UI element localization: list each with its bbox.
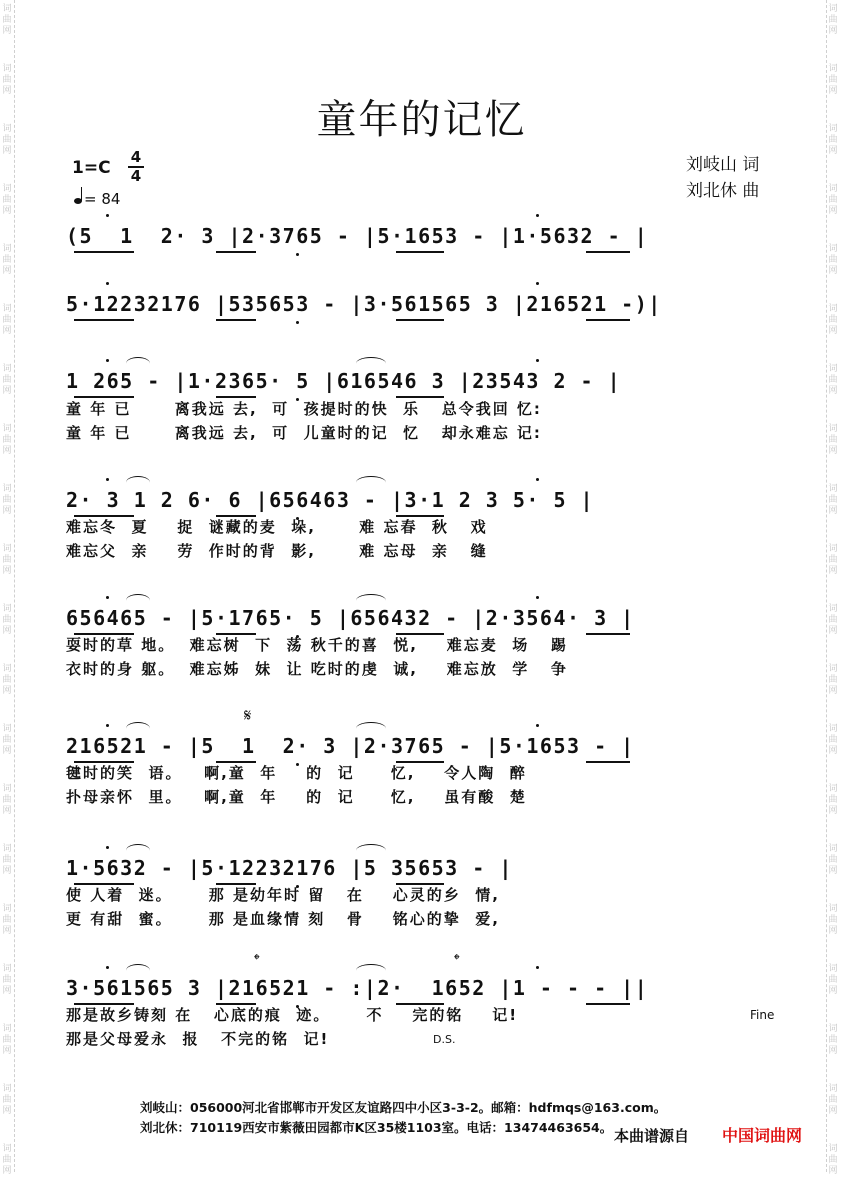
notation-line: (5 1 2· 3 |2·3765 - |5·1653 - |1·5632 - | bbox=[66, 224, 649, 248]
watermark-glyph: 网 bbox=[2, 686, 12, 696]
lyric-line: 更 有甜 蜜。 那 是血缘情 刻 骨 铭心的挚 爱, bbox=[66, 910, 500, 928]
beam-underline bbox=[74, 251, 134, 253]
tie-slur bbox=[126, 594, 150, 607]
watermark-glyph-stack bbox=[0, 784, 14, 817]
watermark-glyph-stack bbox=[826, 544, 840, 577]
watermark-glyph: 词 bbox=[828, 724, 838, 734]
octave-dot bbox=[106, 214, 109, 217]
watermark-glyph: 词 bbox=[828, 844, 838, 854]
watermark-glyph: 网 bbox=[2, 446, 12, 456]
watermark-glyph: 词 bbox=[828, 904, 838, 914]
music-row-6 bbox=[66, 730, 776, 764]
lyric-line: 那是故乡铸刻 在 心底的痕 迹。 不 完的铭 记! bbox=[66, 1006, 519, 1024]
tie-slur bbox=[356, 357, 386, 370]
watermark-glyph: 网 bbox=[828, 866, 838, 876]
watermark-glyph-stack bbox=[826, 1024, 840, 1057]
watermark-glyph: 词 bbox=[2, 964, 12, 974]
watermark-glyph: 网 bbox=[2, 566, 12, 576]
time-signature bbox=[128, 150, 144, 184]
music-row-2 bbox=[66, 288, 776, 322]
watermark-glyph: 词 bbox=[828, 664, 838, 674]
footer-lyricist-contact: 刘岐山：056000河北省邯郸市开发区友谊路四中小区3-3-2。邮箱：hdfmqs@163.com。 bbox=[140, 1100, 667, 1115]
watermark-glyph: 曲 bbox=[2, 495, 12, 505]
watermark-glyph: 曲 bbox=[2, 555, 12, 565]
watermark-glyph: 词 bbox=[828, 964, 838, 974]
watermark-glyph-stack bbox=[826, 964, 840, 997]
watermark-glyph: 网 bbox=[2, 746, 12, 756]
watermark-glyph: 词 bbox=[828, 124, 838, 134]
tie-slur bbox=[126, 722, 150, 735]
watermark-glyph: 网 bbox=[828, 506, 838, 516]
watermark-glyph: 曲 bbox=[828, 75, 838, 85]
watermark-glyph: 网 bbox=[2, 206, 12, 216]
watermark-glyph: 曲 bbox=[2, 975, 12, 985]
beam-underline bbox=[396, 319, 444, 321]
watermark-glyph: 网 bbox=[2, 866, 12, 876]
watermark-glyph: 曲 bbox=[828, 135, 838, 145]
octave-dot bbox=[536, 478, 539, 481]
octave-dot bbox=[296, 321, 299, 324]
watermark-glyph: 曲 bbox=[2, 855, 12, 865]
watermark-glyph: 词 bbox=[828, 244, 838, 254]
watermark-glyph: 词 bbox=[2, 604, 12, 614]
watermark-glyph: 词 bbox=[2, 724, 12, 734]
watermark-glyph: 词 bbox=[2, 304, 12, 314]
watermark-glyph: 网 bbox=[2, 26, 12, 36]
watermark-glyph: 网 bbox=[828, 806, 838, 816]
watermark-glyph-stack bbox=[0, 664, 14, 697]
watermark-glyph: 曲 bbox=[828, 555, 838, 565]
watermark-glyph: 网 bbox=[2, 926, 12, 936]
notation-line: 5·12232176 |535653 - |3·561565 3 |216521 -)| bbox=[66, 292, 662, 316]
music-row-8 bbox=[66, 972, 776, 1006]
watermark-glyph: 曲 bbox=[2, 15, 12, 25]
octave-dot bbox=[106, 846, 109, 849]
notation-line: 216521 - |5 1 2· 3 |2·3765 - |5·1653 - | bbox=[66, 734, 635, 758]
watermark-glyph: 词 bbox=[828, 4, 838, 14]
watermark-glyph-stack bbox=[0, 844, 14, 877]
watermark-glyph: 网 bbox=[828, 86, 838, 96]
watermark-glyph: 曲 bbox=[828, 1035, 838, 1045]
watermark-glyph: 曲 bbox=[828, 255, 838, 265]
coda-sign: 𝄌 bbox=[254, 950, 260, 969]
lyric-line: 扑母亲怀 里。 啊,童 年 的 记 忆, 虽有酸 楚 bbox=[66, 788, 527, 806]
watermark-glyph-stack bbox=[826, 304, 840, 337]
watermark-glyph-stack bbox=[0, 604, 14, 637]
watermark-glyph: 词 bbox=[2, 544, 12, 554]
watermark-glyph: 曲 bbox=[828, 975, 838, 985]
watermark-glyph: 网 bbox=[828, 566, 838, 576]
lyric-line: 难忘冬 夏 捉 谜藏的麦 垛, 难 忘春 秋 戏 bbox=[66, 518, 488, 536]
tie-slur bbox=[356, 476, 386, 489]
site-name: 中国词曲网 bbox=[722, 1126, 803, 1145]
music-row-7 bbox=[66, 852, 776, 886]
source-label: 本曲谱源自 bbox=[614, 1125, 695, 1146]
watermark-glyph: 曲 bbox=[828, 495, 838, 505]
watermark-glyph: 词 bbox=[828, 544, 838, 554]
watermark-glyph-stack bbox=[826, 1084, 840, 1117]
watermark-glyph: 曲 bbox=[828, 1095, 838, 1105]
watermark-glyph-stack bbox=[0, 4, 14, 37]
watermark-glyph: 网 bbox=[2, 266, 12, 276]
watermark-glyph: 网 bbox=[828, 386, 838, 396]
lyric-line: 衣时的身 躯。 难忘姊 妹 让 吃时的虔 诚, 难忘放 学 争 bbox=[66, 660, 568, 678]
watermark-glyph-stack bbox=[826, 364, 840, 397]
octave-dot bbox=[296, 253, 299, 256]
watermark-glyph: 网 bbox=[828, 1046, 838, 1056]
watermark-glyph: 词 bbox=[2, 784, 12, 794]
watermark-glyph: 网 bbox=[2, 986, 12, 996]
octave-dot bbox=[106, 282, 109, 285]
key-signature: 1=C bbox=[72, 158, 111, 178]
watermark-glyph: 词 bbox=[2, 244, 12, 254]
watermark-glyph: 词 bbox=[828, 184, 838, 194]
watermark-glyph: 网 bbox=[2, 806, 12, 816]
tie-slur bbox=[356, 964, 386, 977]
watermark-glyph: 网 bbox=[828, 1166, 838, 1176]
watermark-glyph: 曲 bbox=[828, 795, 838, 805]
music-row-1 bbox=[66, 220, 776, 254]
notation-line: 2· 3 1 2 6· 6 |656463 - |3·1 2 3 5· 5 | bbox=[66, 488, 595, 512]
octave-dot bbox=[106, 359, 109, 362]
watermark-glyph-stack bbox=[826, 784, 840, 817]
watermark-glyph: 曲 bbox=[2, 735, 12, 745]
watermark-glyph-stack bbox=[826, 664, 840, 697]
watermark-glyph-stack bbox=[826, 244, 840, 277]
watermark-glyph: 曲 bbox=[2, 1035, 12, 1045]
tie-slur bbox=[126, 476, 150, 489]
watermark-glyph: 网 bbox=[828, 986, 838, 996]
tempo-mark bbox=[74, 190, 120, 208]
lyric-line: 使 人着 迷。 那 是幼年时 留 在 心灵的乡 情, bbox=[66, 886, 500, 904]
watermark-glyph: 网 bbox=[828, 686, 838, 696]
watermark-glyph: 词 bbox=[828, 1024, 838, 1034]
watermark-glyph: 词 bbox=[828, 304, 838, 314]
tempo-value: = 84 bbox=[84, 190, 121, 208]
watermark-glyph: 曲 bbox=[2, 135, 12, 145]
footer-composer-contact: 刘北休：710119西安市紫薇田园都市K区35楼1103室。电话：13474463654。 bbox=[140, 1120, 613, 1135]
octave-dot bbox=[106, 724, 109, 727]
lyric-line: 童 年 已 离我远 去, 可 孩提时的快 乐 总令我回 忆: bbox=[66, 400, 542, 418]
watermark-glyph: 曲 bbox=[2, 315, 12, 325]
watermark-glyph: 词 bbox=[828, 64, 838, 74]
beam-underline bbox=[216, 319, 256, 321]
watermark-glyph: 曲 bbox=[2, 795, 12, 805]
watermark-glyph: 曲 bbox=[2, 1095, 12, 1105]
watermark-glyph: 词 bbox=[828, 424, 838, 434]
watermark-glyph-stack bbox=[0, 1144, 14, 1177]
watermark-glyph-stack bbox=[0, 424, 14, 457]
watermark-glyph-stack bbox=[826, 424, 840, 457]
beam-underline bbox=[586, 251, 630, 253]
watermark-glyph: 网 bbox=[828, 446, 838, 456]
notation-line: 1·5632 - |5·12232176 |5 35653 - | bbox=[66, 856, 513, 880]
watermark-glyph: 词 bbox=[2, 4, 12, 14]
lyric-line: 耍时的草 地。 难忘树 下 荡 秋千的喜 悦, 难忘麦 场 踢 bbox=[66, 636, 568, 654]
octave-dot bbox=[106, 478, 109, 481]
watermark-glyph-stack bbox=[0, 724, 14, 757]
octave-dot bbox=[536, 359, 539, 362]
watermark-glyph: 词 bbox=[2, 1024, 12, 1034]
watermark-glyph: 曲 bbox=[2, 255, 12, 265]
lyric-line: 毽时的笑 语。 啊,童 年 的 记 忆, 令人陶 醉 bbox=[66, 764, 527, 782]
watermark-glyph-stack bbox=[826, 1144, 840, 1177]
watermark-glyph: 网 bbox=[828, 146, 838, 156]
tie-slur bbox=[356, 722, 386, 735]
tie-slur bbox=[356, 844, 386, 857]
lyric-line: 难忘父 亲 劳 作时的背 影, 难 忘母 亲 缝 bbox=[66, 542, 488, 560]
time-signature-top: 4 bbox=[130, 148, 142, 166]
watermark-glyph: 曲 bbox=[2, 915, 12, 925]
time-signature-bottom: 4 bbox=[130, 167, 142, 185]
lyric-line: 那是父母爱永 报 不完的铭 记! bbox=[66, 1030, 330, 1048]
watermark-glyph: 曲 bbox=[2, 1155, 12, 1165]
watermark-glyph: 曲 bbox=[828, 855, 838, 865]
beam-underline bbox=[586, 319, 630, 321]
watermark-glyph-stack bbox=[0, 544, 14, 577]
watermark-glyph: 词 bbox=[828, 1144, 838, 1154]
watermark-glyph-stack bbox=[0, 304, 14, 337]
dal-segno-mark: D.S. bbox=[433, 1033, 456, 1046]
watermark-glyph-stack bbox=[826, 484, 840, 517]
watermark-glyph: 网 bbox=[828, 1106, 838, 1116]
watermark-glyph: 网 bbox=[2, 326, 12, 336]
music-row-3 bbox=[66, 365, 776, 399]
watermark-glyph: 网 bbox=[2, 506, 12, 516]
watermark-glyph: 词 bbox=[2, 664, 12, 674]
watermark-glyph: 网 bbox=[828, 26, 838, 36]
watermark-glyph: 词 bbox=[828, 604, 838, 614]
notation-line: 1 265 - |1·2365· 5 |616546 3 |23543 2 - | bbox=[66, 369, 622, 393]
watermark-glyph: 网 bbox=[828, 326, 838, 336]
composer-credit: 刘北休 曲 bbox=[686, 181, 760, 201]
watermark-glyph: 词 bbox=[2, 1144, 12, 1154]
octave-dot bbox=[106, 596, 109, 599]
song-title: 童年的记忆 bbox=[316, 97, 527, 143]
watermark-glyph: 网 bbox=[828, 626, 838, 636]
watermark-glyph-stack bbox=[826, 604, 840, 637]
watermark-glyph: 词 bbox=[828, 484, 838, 494]
watermark-glyph: 词 bbox=[828, 784, 838, 794]
watermark-glyph: 词 bbox=[2, 64, 12, 74]
watermark-glyph: 网 bbox=[2, 1166, 12, 1176]
watermark-glyph: 词 bbox=[2, 1084, 12, 1094]
watermark-glyph-stack bbox=[0, 1024, 14, 1057]
watermark-glyph: 词 bbox=[2, 124, 12, 134]
watermark-glyph-stack bbox=[826, 844, 840, 877]
lyric-line: 童 年 已 离我远 去, 可 儿童时的记 忆 却永难忘 记: bbox=[66, 424, 542, 442]
octave-dot bbox=[536, 282, 539, 285]
segno-sign: 𝄋 bbox=[244, 706, 252, 726]
octave-dot bbox=[536, 214, 539, 217]
octave-dot bbox=[106, 966, 109, 969]
quarter-note-icon bbox=[74, 198, 82, 204]
watermark-glyph: 曲 bbox=[828, 675, 838, 685]
beam-underline bbox=[74, 319, 134, 321]
watermark-glyph: 曲 bbox=[828, 915, 838, 925]
watermark-glyph: 词 bbox=[2, 844, 12, 854]
watermark-glyph-stack bbox=[0, 184, 14, 217]
watermark-glyph: 曲 bbox=[2, 675, 12, 685]
watermark-glyph: 词 bbox=[2, 424, 12, 434]
watermark-glyph: 网 bbox=[828, 926, 838, 936]
notation-line: 3·561565 3 |216521 - :|2· 1652 |1 - - - || bbox=[66, 976, 649, 1000]
right-margin-line bbox=[812, 0, 827, 1172]
watermark-glyph: 词 bbox=[2, 364, 12, 374]
watermark-glyph-stack bbox=[0, 964, 14, 997]
watermark-glyph-stack bbox=[0, 244, 14, 277]
watermark-glyph-stack bbox=[826, 4, 840, 37]
watermark-glyph: 曲 bbox=[2, 435, 12, 445]
watermark-glyph: 曲 bbox=[828, 195, 838, 205]
watermark-glyph-stack bbox=[826, 724, 840, 757]
beam-underline bbox=[396, 251, 444, 253]
watermark-glyph: 词 bbox=[828, 1084, 838, 1094]
lyricist-credit: 刘岐山 词 bbox=[686, 155, 760, 175]
watermark-glyph-stack bbox=[0, 904, 14, 937]
watermark-glyph: 网 bbox=[828, 266, 838, 276]
watermark-glyph-stack bbox=[0, 364, 14, 397]
tie-slur bbox=[126, 844, 150, 857]
watermark-glyph-stack bbox=[826, 904, 840, 937]
fine-mark: Fine bbox=[750, 1008, 775, 1022]
watermark-glyph: 曲 bbox=[2, 195, 12, 205]
octave-dot bbox=[536, 596, 539, 599]
beam-underline bbox=[216, 251, 256, 253]
watermark-glyph: 网 bbox=[2, 86, 12, 96]
watermark-glyph: 词 bbox=[828, 364, 838, 374]
watermark-glyph: 网 bbox=[828, 746, 838, 756]
watermark-glyph: 曲 bbox=[828, 375, 838, 385]
watermark-glyph: 曲 bbox=[2, 75, 12, 85]
watermark-glyph: 曲 bbox=[828, 15, 838, 25]
watermark-glyph: 曲 bbox=[2, 615, 12, 625]
watermark-glyph: 网 bbox=[2, 1106, 12, 1116]
watermark-glyph: 曲 bbox=[828, 435, 838, 445]
watermark-glyph: 曲 bbox=[828, 1155, 838, 1165]
watermark-glyph: 网 bbox=[828, 206, 838, 216]
coda-sign: 𝄌 bbox=[454, 950, 460, 969]
tie-slur bbox=[126, 357, 150, 370]
tie-slur bbox=[356, 594, 386, 607]
watermark-glyph: 网 bbox=[2, 1046, 12, 1056]
watermark-glyph: 词 bbox=[2, 184, 12, 194]
watermark-glyph: 网 bbox=[2, 146, 12, 156]
left-margin-line bbox=[14, 0, 29, 1172]
watermark-glyph: 网 bbox=[2, 626, 12, 636]
octave-dot bbox=[536, 724, 539, 727]
watermark-glyph: 网 bbox=[2, 386, 12, 396]
watermark-glyph: 词 bbox=[2, 904, 12, 914]
watermark-glyph-stack bbox=[0, 484, 14, 517]
watermark-glyph: 曲 bbox=[828, 315, 838, 325]
watermark-glyph-stack bbox=[0, 1084, 14, 1117]
watermark-glyph: 词 bbox=[2, 484, 12, 494]
watermark-glyph: 曲 bbox=[828, 615, 838, 625]
music-row-5 bbox=[66, 602, 776, 636]
watermark-glyph: 曲 bbox=[2, 375, 12, 385]
watermark-glyph-stack bbox=[826, 184, 840, 217]
notation-line: 656465 - |5·1765· 5 |656432 - |2·3564· 3 | bbox=[66, 606, 635, 630]
music-row-4 bbox=[66, 484, 776, 518]
watermark-glyph: 曲 bbox=[828, 735, 838, 745]
octave-dot bbox=[536, 966, 539, 969]
tie-slur bbox=[126, 964, 150, 977]
